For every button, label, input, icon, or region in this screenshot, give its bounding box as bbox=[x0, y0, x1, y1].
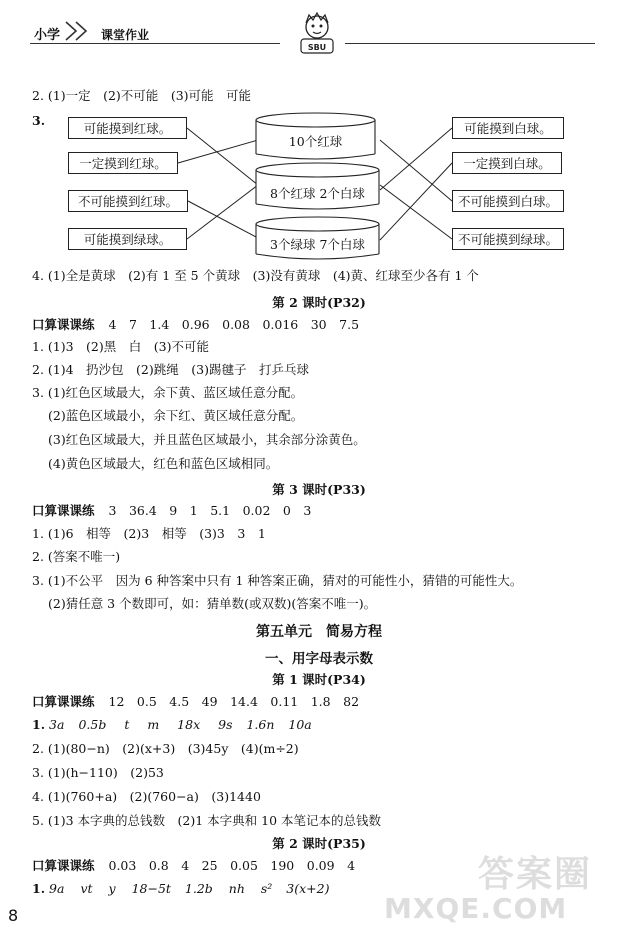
unit5-answer-5: 5. (1)3 本字典的总钱数 (2)1 本字典和 10 本笔记本的总钱数 bbox=[32, 813, 382, 828]
lesson3-oral bbox=[32, 503, 311, 519]
lesson2-answer-3d: (4)黄色区域最大，红色和蓝色区域相同。 bbox=[48, 456, 279, 471]
header-level: 小学 bbox=[34, 28, 61, 43]
unit5-oral1-label: 口算课课练 bbox=[32, 694, 95, 709]
lesson3-heading: 第 3 课时(P33) bbox=[272, 482, 366, 497]
right-box-4: 不可能摸到绿球。 bbox=[452, 228, 564, 250]
svg-text:SBU: SBU bbox=[307, 43, 327, 52]
unit5-answer-1 bbox=[32, 717, 312, 733]
lesson3-oral-label: 口算课课练 bbox=[32, 503, 95, 518]
answer-q4: 4. (1)全是黄球 (2)有 1 至 5 个黄球 (3)没有黄球 (4)黄、红球至少各有 1 个 bbox=[32, 268, 479, 283]
unit5-answer-3: 3. (1)(h−110) (2)53 bbox=[32, 765, 164, 780]
expr-1: 3a bbox=[49, 717, 65, 732]
expr-8: 10a bbox=[288, 717, 312, 732]
lesson2-answer-3c: (3)红色区域最大，并且蓝色区域最小，其余部分涂黄色。 bbox=[48, 432, 366, 447]
unit5-answer-4: 4. (1)(760+a) (2)(760−a) (3)1440 bbox=[32, 789, 261, 804]
lesson2-oral-label: 口算课课练 bbox=[32, 317, 95, 332]
expr-4: m bbox=[147, 717, 160, 732]
lesson2-answer-3b: (2)蓝色区域最小，余下红、黄区域任意分配。 bbox=[48, 408, 304, 423]
expr-b6: nh bbox=[228, 881, 245, 896]
watermark-top: 答案圈 bbox=[478, 854, 593, 895]
cylinder-2-label: 8个红球 2个白球 bbox=[270, 186, 365, 201]
expr-3: t bbox=[124, 717, 130, 732]
left-box-2: 一定摸到红球。 bbox=[68, 152, 178, 174]
expr-b1: 9a bbox=[49, 881, 65, 896]
lesson2-oral bbox=[32, 317, 359, 333]
unit5-lesson1-heading: 第 1 课时(P34) bbox=[272, 672, 366, 687]
unit5-lesson2-answer-1-num: 1. bbox=[32, 881, 46, 896]
expr-2: 0.5b bbox=[78, 717, 107, 732]
unit5-lesson2-answer-1 bbox=[32, 881, 329, 897]
header-title: 课堂作业 bbox=[101, 28, 150, 42]
unit5-oral1 bbox=[32, 694, 359, 710]
page-number: 8 bbox=[8, 906, 19, 925]
cylinder-1-label: 10个红球 bbox=[288, 134, 343, 149]
unit5-oral2-label: 口算课课练 bbox=[32, 858, 95, 873]
expr-b4: 18−5t bbox=[131, 881, 171, 896]
lesson3-answer-2: 2. (答案不唯一) bbox=[32, 549, 121, 564]
expr-b8: 3(x+2) bbox=[286, 881, 330, 896]
lesson3-answer-1: 1. (1)6 相等 (2)3 相等 (3)3 3 1 bbox=[32, 526, 266, 541]
lesson3-answer-3a: 3. (1)不公平 因为 6 种答案中只有 1 种答案正确，猜对的可能性小，猜错的可能性大。 bbox=[32, 573, 523, 588]
expr-b5: 1.2b bbox=[184, 881, 213, 896]
lesson2-answer-3a: 3. (1)红色区域最大，余下黄、蓝区域任意分配。 bbox=[32, 385, 304, 400]
lesson2-heading: 第 2 课时(P32) bbox=[272, 295, 366, 310]
lesson2-answer-2: 2. (1)4 扔沙包 (2)跳绳 (3)踢毽子 打乒乓球 bbox=[32, 362, 309, 377]
lesson2-oral-values: 4 7 1.4 0.96 0.08 0.016 30 7.5 bbox=[108, 317, 360, 332]
left-box-3: 不可能摸到红球。 bbox=[68, 190, 188, 212]
answer-q2: 2. (1)一定 (2)不可能 (3)可能 可能 bbox=[32, 88, 252, 103]
expr-7: 1.6n bbox=[246, 717, 275, 732]
cylinder-3-label: 3个绿球 7个白球 bbox=[270, 237, 365, 252]
right-box-1: 可能摸到白球。 bbox=[452, 117, 564, 139]
lesson2-answer-1: 1. (1)3 (2)黑 白 (3)不可能 bbox=[32, 339, 209, 354]
lesson3-answer-3b: (2)猜任意 3 个数即可，如：猜单数(或双数)(答案不唯一)。 bbox=[48, 596, 377, 611]
right-box-3: 不可能摸到白球。 bbox=[452, 190, 564, 212]
unit5-answer-1-num: 1. bbox=[32, 717, 46, 732]
unit5-answer-2: 2. (1)(80−n) (2)(x+3) (3)45y (4)(m÷2) bbox=[32, 741, 299, 756]
lesson3-oral-values: 3 36.4 9 1 5.1 0.02 0 3 bbox=[108, 503, 312, 518]
expr-5: 18x bbox=[177, 717, 201, 732]
expr-b2: vt bbox=[80, 881, 93, 896]
left-box-1: 可能摸到红球。 bbox=[68, 117, 187, 139]
right-box-2: 一定摸到白球。 bbox=[452, 152, 562, 174]
unit5-section: 一、用字母表示数 bbox=[265, 651, 373, 667]
unit5-oral1-values: 12 0.5 4.5 49 14.4 0.11 1.8 82 bbox=[108, 694, 360, 709]
expr-b3: y bbox=[108, 881, 116, 896]
left-box-4: 可能摸到绿球。 bbox=[68, 228, 187, 250]
unit5-lesson2-heading: 第 2 课时(P35) bbox=[272, 836, 366, 851]
watermark-bottom: MXQE.COM bbox=[384, 892, 568, 925]
unit5-oral2 bbox=[32, 858, 355, 874]
q3-number: 3. bbox=[32, 113, 46, 128]
expr-6: 9s bbox=[218, 717, 233, 732]
unit5-title: 第五单元 简易方程 bbox=[256, 624, 382, 640]
expr-b7: s² bbox=[260, 881, 273, 896]
unit5-oral2-values: 0.03 0.8 4 25 0.05 190 0.09 4 bbox=[108, 858, 356, 873]
